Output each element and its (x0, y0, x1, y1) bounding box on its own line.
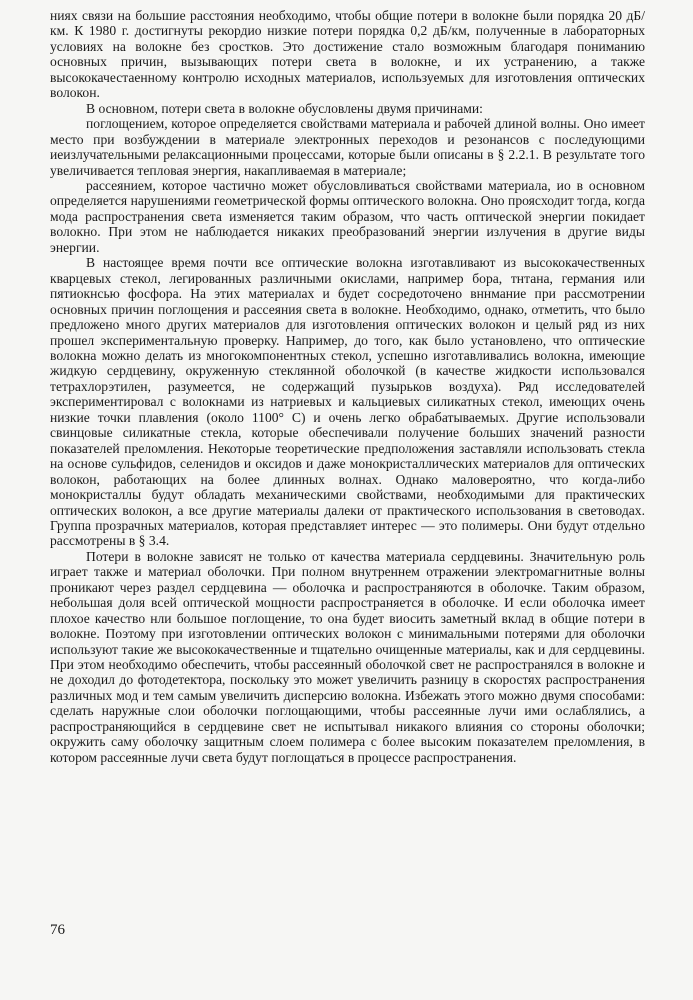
paragraph-scattering: рассеянием, которое частично может обусловливаться свойствами материала, ио в основном определяется нарушениями геометрической формы оптического волокна. Оно прояcходит тогда, когда мода распространения света изменяется таким образом, что часть оптической энергии покидает волокно. При этом не наблюдается никаких преобразований энергии излучения в другие виды энергии. (50, 177, 645, 255)
paragraph-intro: ниях связи на большие расстояния необходимо, чтобы общие потери в волокне были порядка 20 дБ/км. К 1980 г. достигнуты рекордио низкие потери порядка 0,2 дБ/км, полученные в лабораторных условиях на волокне без сростков. Это достижение стало возможным благодаря пониманию основных причин, вызывающих потери света в волокне, и их устранению, а также высококачестаенному контролю исходных материалов, используемых для изготовления оптических волокон. (50, 8, 645, 101)
paragraph-absorption: поглощением, которое определяется свойствами материала и рабочей длиной волны. Оно имеет место при возбуждении в материале электронных переходов и резонансов с последующими иеизлучательными релаксационными процессами, которые были описаны в § 2.2.1. В результате того увеличивается тепловая энергия, накапливаемая в материале; (50, 116, 645, 178)
paragraph-materials: В настоящее время почти все оптические волокна изготавливают из высококачественных кварцевых стекол, легированных различными окислами, например бора, тнтана, германия или пятиокнсью фосфора. На этих материалах и будет сосредоточено вннмание при рассмотрении основных причин поглощения и рассеяния света в волокне. Необходимо, однако, отметить, что было предложено много других материалов для изготовления оптических волокон и целый ряд из них прошел экспериментальную проверку. Например, до того, как было установлено, что оптические волокна можно делать из многокомпонентных стекол, успешно изготавливались волокна, имеющие жидкую сердцевину, окруженную стеклянной оболочкой (в качестве жидкости использовался тетрахлорэтилен, разумеется, не содержащий пузырьков воздуха). Ряд исследователей экспериментировал с волокнами из натриевых и кальциевых силикатных стекол, имеющих очень низкие точки плавления (около 1100° С) и очень легко обрабатываемых. Другие использовали свинцовые силикатные стекла, которые обеспечивали получение больших значений разности показателей преломления. Некоторые теоретические предположения заставляли использовать стекла на основе сульфидов, селенидов и оксидов и даже монокристаллических материалов для оптических волокон, работающих на более длинных волнах. Однако маловероятно, что когда-либо монокристаллы будут обладать механическими свойствами, необходимыми для практических оптических волокон, а все другие материалы далеки от практического использования в световодах. Группа прозрачных материалов, которая представляет интерес — это полимеры. Они будут отдельно рассмотрены в § 3.4. (50, 255, 645, 549)
page-number: 76 (50, 922, 65, 938)
paragraph-cladding: Потери в волокне зависят не только от качества материала сердцевины. Значительную роль играет также и материал оболочки. При полном внутреннем отражении электромагнитные волны проникают через раздел сердцевина — оболочка и распространяются в оболочке. Таким образом, небольшая доля всей оптической мощности распространяется в оболочке. И если оболочка имеет плохое качество нли большое поглощение, то она будет виосить заметный вклад в общие потери в волокне. Поэтому при изготовлении оптических волокон с минимальными потерями для оболочки используют такие же высококачественные и тщательно очищенные материалы, как и для сердцевины. При этом необходимо обеспечить, чтобы рассеянный оболочкой свет не распространялся в волокне и не доходил до фотодетектора, поскольку это может увеличить разницу в скоростях распространения различных мод и тем самым увеличить дисперсию волокна. Избежать этого можно двумя способами: сделать наружные слои оболочки поглощающими, чтобы рассеянные лучи ими ослаблялись, а распространяющийся в сердцевине свет не испытывал никакого влияния со стороны оболочки; окружить саму оболочку защитным слоем полимера с более высоким показателем преломления, в котором рассеянные лучи света будут поглощаться в процессе распространения. (50, 548, 645, 765)
paragraph-causes: В основном, потери света в волокне обусловлены двумя причинами: (86, 100, 483, 116)
page-body (50, 8, 645, 765)
